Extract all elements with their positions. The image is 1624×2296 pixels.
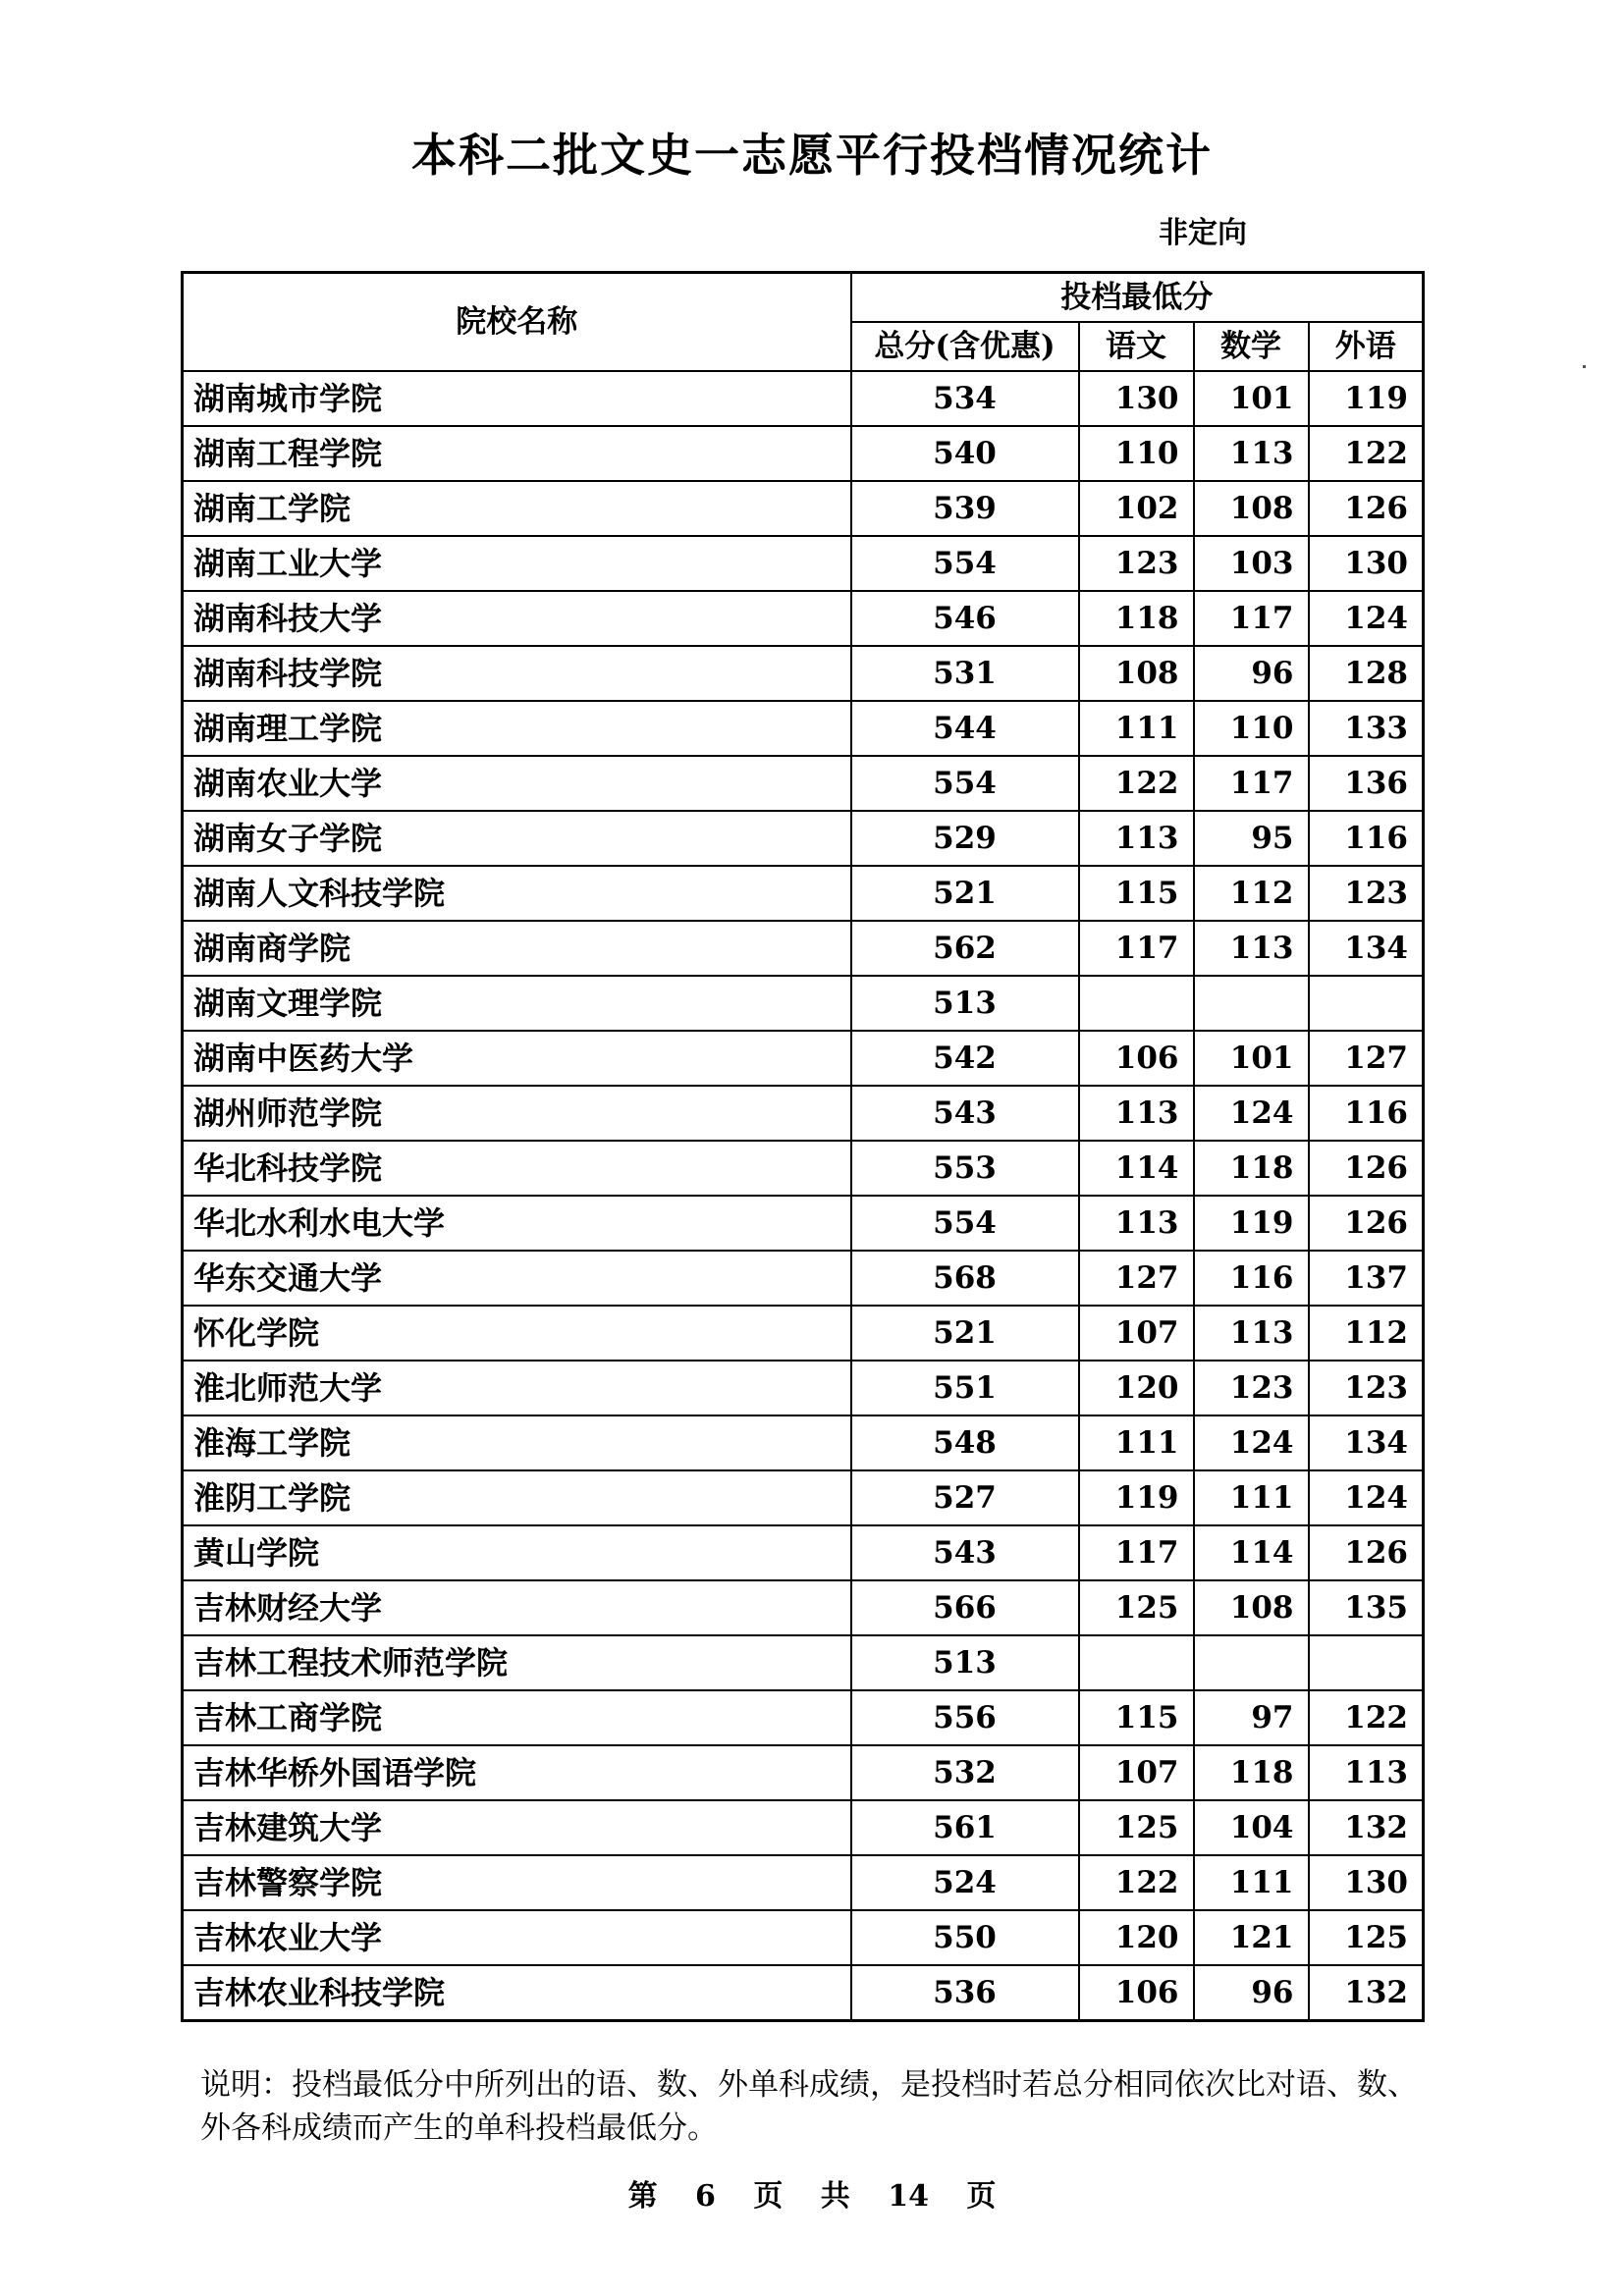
chinese-score-cell — [1079, 976, 1194, 1031]
explanation-note: 说明：投档最低分中所列出的语、数、外单科成绩，是投档时若总分相同依次比对语、数、外各科成绩而产生的单科投档最低分。 — [200, 2067, 1418, 2146]
math-score-cell: 103 — [1194, 536, 1309, 591]
total-score-cell: 531 — [851, 646, 1079, 701]
school-name-cell: 吉林警察学院 — [183, 1855, 851, 1910]
math-score-cell: 101 — [1194, 371, 1309, 426]
total-score-cell: 521 — [851, 1306, 1079, 1361]
table-header — [183, 273, 1424, 372]
header-math: 数学 — [1194, 322, 1309, 371]
english-score-cell: 116 — [1309, 811, 1424, 866]
total-score-cell: 562 — [851, 921, 1079, 976]
table-row — [183, 756, 1424, 811]
total-score-cell: 527 — [851, 1470, 1079, 1525]
chinese-score-cell: 110 — [1079, 426, 1194, 481]
table-row — [183, 701, 1424, 756]
table-row — [183, 1470, 1424, 1525]
school-name-cell: 淮北师范大学 — [183, 1361, 851, 1415]
total-score-cell: 513 — [851, 976, 1079, 1031]
school-name-cell: 吉林工程技术师范学院 — [183, 1635, 851, 1690]
chinese-score-cell: 106 — [1079, 1965, 1194, 2021]
chinese-score-cell: 106 — [1079, 1031, 1194, 1086]
chinese-score-cell — [1079, 1635, 1194, 1690]
total-score-cell: 561 — [851, 1800, 1079, 1855]
math-score-cell: 96 — [1194, 646, 1309, 701]
header-school-name: 院校名称 — [183, 273, 851, 372]
math-score-cell: 95 — [1194, 811, 1309, 866]
table-row — [183, 1690, 1424, 1745]
math-score-cell: 114 — [1194, 1525, 1309, 1580]
scan-speck — [1583, 365, 1586, 368]
english-score-cell: 125 — [1309, 1910, 1424, 1965]
chinese-score-cell: 130 — [1079, 371, 1194, 426]
table-row — [183, 646, 1424, 701]
table-row — [183, 1580, 1424, 1635]
school-name-cell: 华北水利水电大学 — [183, 1196, 851, 1251]
school-name-cell: 湖南工程学院 — [183, 426, 851, 481]
school-name-cell: 淮阴工学院 — [183, 1470, 851, 1525]
math-score-cell: 117 — [1194, 756, 1309, 811]
total-score-cell: 553 — [851, 1141, 1079, 1196]
math-score-cell — [1194, 1635, 1309, 1690]
english-score-cell: 130 — [1309, 536, 1424, 591]
math-score-cell: 108 — [1194, 481, 1309, 536]
math-score-cell: 117 — [1194, 591, 1309, 646]
chinese-score-cell: 122 — [1079, 1855, 1194, 1910]
math-score-cell: 110 — [1194, 701, 1309, 756]
total-score-cell: 540 — [851, 426, 1079, 481]
total-score-cell: 556 — [851, 1690, 1079, 1745]
english-score-cell: 122 — [1309, 1690, 1424, 1745]
school-name-cell: 华东交通大学 — [183, 1251, 851, 1306]
chinese-score-cell: 107 — [1079, 1306, 1194, 1361]
english-score-cell: 124 — [1309, 1470, 1424, 1525]
school-name-cell: 吉林建筑大学 — [183, 1800, 851, 1855]
english-score-cell: 132 — [1309, 1800, 1424, 1855]
english-score-cell: 126 — [1309, 1141, 1424, 1196]
english-score-cell: 126 — [1309, 1196, 1424, 1251]
chinese-score-cell: 119 — [1079, 1470, 1194, 1525]
table-row — [183, 1855, 1424, 1910]
total-score-cell: 568 — [851, 1251, 1079, 1306]
chinese-score-cell: 102 — [1079, 481, 1194, 536]
table-row — [183, 481, 1424, 536]
table-row — [183, 1086, 1424, 1141]
chinese-score-cell: 113 — [1079, 811, 1194, 866]
school-name-cell: 湖南女子学院 — [183, 811, 851, 866]
math-score-cell: 116 — [1194, 1251, 1309, 1306]
table-row — [183, 1745, 1424, 1800]
total-score-cell: 550 — [851, 1910, 1079, 1965]
table-row — [183, 921, 1424, 976]
math-score-cell: 118 — [1194, 1141, 1309, 1196]
math-score-cell: 111 — [1194, 1855, 1309, 1910]
english-score-cell — [1309, 1635, 1424, 1690]
school-name-cell: 湖南中医药大学 — [183, 1031, 851, 1086]
english-score-cell: 119 — [1309, 371, 1424, 426]
table-row — [183, 1141, 1424, 1196]
english-score-cell: 113 — [1309, 1745, 1424, 1800]
total-score-cell: 548 — [851, 1415, 1079, 1470]
math-score-cell: 108 — [1194, 1580, 1309, 1635]
table-row — [183, 426, 1424, 481]
english-score-cell: 116 — [1309, 1086, 1424, 1141]
english-score-cell: 122 — [1309, 426, 1424, 481]
table-row — [183, 1251, 1424, 1306]
math-score-cell: 112 — [1194, 866, 1309, 921]
chinese-score-cell: 117 — [1079, 921, 1194, 976]
english-score-cell: 134 — [1309, 921, 1424, 976]
chinese-score-cell: 111 — [1079, 701, 1194, 756]
math-score-cell — [1194, 976, 1309, 1031]
page-title: 本科二批文史一志愿平行投档情况统计 — [411, 129, 1213, 182]
english-score-cell: 135 — [1309, 1580, 1424, 1635]
school-name-cell: 湖南农业大学 — [183, 756, 851, 811]
chinese-score-cell: 113 — [1079, 1196, 1194, 1251]
school-name-cell: 黄山学院 — [183, 1525, 851, 1580]
table-row — [183, 371, 1424, 426]
total-score-cell: 544 — [851, 701, 1079, 756]
english-score-cell: 133 — [1309, 701, 1424, 756]
table-row — [183, 1910, 1424, 1965]
school-name-cell: 湖南科技大学 — [183, 591, 851, 646]
total-score-cell: 536 — [851, 1965, 1079, 2021]
school-name-cell: 吉林财经大学 — [183, 1580, 851, 1635]
chinese-score-cell: 115 — [1079, 1690, 1194, 1745]
total-score-cell: 566 — [851, 1580, 1079, 1635]
math-score-cell: 113 — [1194, 426, 1309, 481]
table-row — [183, 1635, 1424, 1690]
table-row — [183, 866, 1424, 921]
table-row — [183, 811, 1424, 866]
total-score-cell: 521 — [851, 866, 1079, 921]
english-score-cell: 126 — [1309, 1525, 1424, 1580]
chinese-score-cell: 111 — [1079, 1415, 1194, 1470]
chinese-score-cell: 125 — [1079, 1800, 1194, 1855]
english-score-cell: 132 — [1309, 1965, 1424, 2021]
math-score-cell: 111 — [1194, 1470, 1309, 1525]
chinese-score-cell: 122 — [1079, 756, 1194, 811]
total-score-cell: 532 — [851, 1745, 1079, 1800]
school-name-cell: 湖南人文科技学院 — [183, 866, 851, 921]
chinese-score-cell: 114 — [1079, 1141, 1194, 1196]
english-score-cell: 134 — [1309, 1415, 1424, 1470]
chinese-score-cell: 115 — [1079, 866, 1194, 921]
school-name-cell: 吉林工商学院 — [183, 1690, 851, 1745]
total-score-cell: 543 — [851, 1525, 1079, 1580]
english-score-cell — [1309, 976, 1424, 1031]
english-score-cell: 126 — [1309, 481, 1424, 536]
header-english: 外语 — [1309, 322, 1424, 371]
total-score-cell: 539 — [851, 481, 1079, 536]
english-score-cell: 128 — [1309, 646, 1424, 701]
school-name-cell: 怀化学院 — [183, 1306, 851, 1361]
english-score-cell: 124 — [1309, 591, 1424, 646]
chinese-score-cell: 108 — [1079, 646, 1194, 701]
table-body — [183, 371, 1424, 2021]
math-score-cell: 118 — [1194, 1745, 1309, 1800]
english-score-cell: 136 — [1309, 756, 1424, 811]
chinese-score-cell: 107 — [1079, 1745, 1194, 1800]
math-score-cell: 121 — [1194, 1910, 1309, 1965]
total-score-cell: 524 — [851, 1855, 1079, 1910]
math-score-cell: 113 — [1194, 921, 1309, 976]
total-score-cell: 534 — [851, 371, 1079, 426]
table-row — [183, 1965, 1424, 2021]
table-row — [183, 1525, 1424, 1580]
math-score-cell: 97 — [1194, 1690, 1309, 1745]
school-name-cell: 吉林华桥外国语学院 — [183, 1745, 851, 1800]
school-name-cell: 湖南文理学院 — [183, 976, 851, 1031]
english-score-cell: 123 — [1309, 866, 1424, 921]
math-score-cell: 104 — [1194, 1800, 1309, 1855]
school-name-cell: 湖南商学院 — [183, 921, 851, 976]
school-name-cell: 湖南理工学院 — [183, 701, 851, 756]
math-score-cell: 101 — [1194, 1031, 1309, 1086]
math-score-cell: 96 — [1194, 1965, 1309, 2021]
header-min-score-group: 投档最低分 — [851, 273, 1424, 323]
chinese-score-cell: 120 — [1079, 1361, 1194, 1415]
table-row — [183, 1306, 1424, 1361]
english-score-cell: 137 — [1309, 1251, 1424, 1306]
school-name-cell: 湖南城市学院 — [183, 371, 851, 426]
page-number: 第 6 页 共 14 页 — [627, 2179, 997, 2214]
total-score-cell: 551 — [851, 1361, 1079, 1415]
chinese-score-cell: 113 — [1079, 1086, 1194, 1141]
table-row — [183, 1800, 1424, 1855]
school-name-cell: 湖南工学院 — [183, 481, 851, 536]
chinese-score-cell: 118 — [1079, 591, 1194, 646]
english-score-cell: 130 — [1309, 1855, 1424, 1910]
table-row — [183, 1415, 1424, 1470]
school-name-cell: 湖州师范学院 — [183, 1086, 851, 1141]
english-score-cell: 123 — [1309, 1361, 1424, 1415]
table-row — [183, 976, 1424, 1031]
chinese-score-cell: 127 — [1079, 1251, 1194, 1306]
total-score-cell: 554 — [851, 536, 1079, 591]
school-name-cell: 湖南工业大学 — [183, 536, 851, 591]
total-score-cell: 543 — [851, 1086, 1079, 1141]
table-row — [183, 1196, 1424, 1251]
school-name-cell: 华北科技学院 — [183, 1141, 851, 1196]
math-score-cell: 123 — [1194, 1361, 1309, 1415]
chinese-score-cell: 117 — [1079, 1525, 1194, 1580]
table-row — [183, 1031, 1424, 1086]
header-chinese: 语文 — [1079, 322, 1194, 371]
math-score-cell: 124 — [1194, 1086, 1309, 1141]
math-score-cell: 113 — [1194, 1306, 1309, 1361]
total-score-cell: 554 — [851, 756, 1079, 811]
math-score-cell: 124 — [1194, 1415, 1309, 1470]
quota-type-label: 非定向 — [1159, 216, 1247, 250]
total-score-cell: 529 — [851, 811, 1079, 866]
table-row — [183, 1361, 1424, 1415]
chinese-score-cell: 125 — [1079, 1580, 1194, 1635]
chinese-score-cell: 123 — [1079, 536, 1194, 591]
school-name-cell: 湖南科技学院 — [183, 646, 851, 701]
table-row — [183, 591, 1424, 646]
table-row — [183, 536, 1424, 591]
total-score-cell: 546 — [851, 591, 1079, 646]
school-name-cell: 吉林农业科技学院 — [183, 1965, 851, 2021]
school-name-cell: 淮海工学院 — [183, 1415, 851, 1470]
total-score-cell: 542 — [851, 1031, 1079, 1086]
english-score-cell: 127 — [1309, 1031, 1424, 1086]
math-score-cell: 119 — [1194, 1196, 1309, 1251]
school-name-cell: 吉林农业大学 — [183, 1910, 851, 1965]
total-score-cell: 513 — [851, 1635, 1079, 1690]
admission-score-table — [181, 271, 1425, 2022]
chinese-score-cell: 120 — [1079, 1910, 1194, 1965]
total-score-cell: 554 — [851, 1196, 1079, 1251]
english-score-cell: 112 — [1309, 1306, 1424, 1361]
header-total-score: 总分(含优惠) — [851, 322, 1079, 371]
